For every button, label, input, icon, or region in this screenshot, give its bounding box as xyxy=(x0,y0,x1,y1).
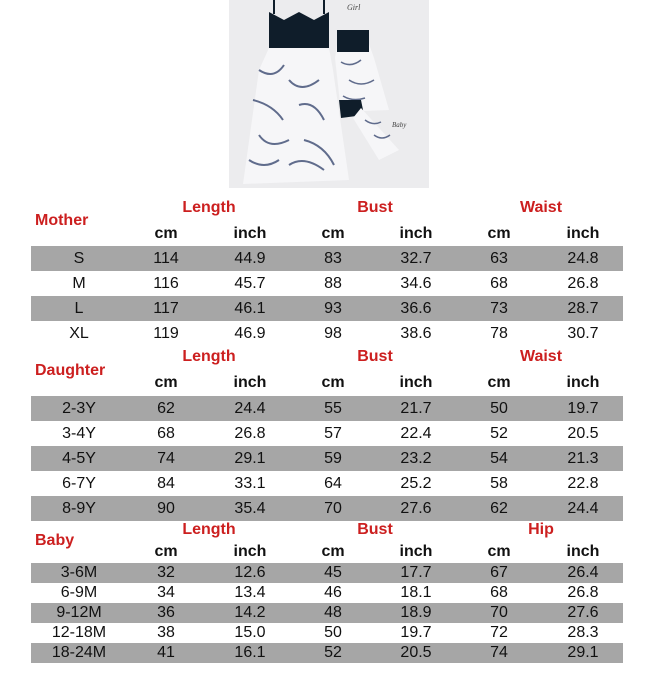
value-cell: 27.6 xyxy=(400,500,432,517)
value-cell: 34 xyxy=(157,584,175,601)
value-cell: 68 xyxy=(157,425,175,442)
table-row xyxy=(31,471,623,496)
value-cell: 18.1 xyxy=(400,584,432,601)
value-cell: 32 xyxy=(157,564,175,581)
table-row xyxy=(31,643,623,663)
size-cell: 2-3Y xyxy=(62,400,96,417)
size-cell: 8-9Y xyxy=(62,500,96,517)
value-cell: 90 xyxy=(157,500,175,517)
value-cell: 28.7 xyxy=(567,300,599,317)
value-cell: 19.7 xyxy=(400,624,432,641)
value-cell: 38.6 xyxy=(400,325,432,342)
table-row xyxy=(31,421,623,446)
mother-rows xyxy=(31,246,623,346)
group-title-baby: Baby xyxy=(35,532,75,549)
value-cell: 64 xyxy=(324,475,342,492)
baby-size-table xyxy=(31,520,623,663)
value-cell: 52 xyxy=(324,644,342,661)
size-cell: 3-6M xyxy=(60,564,98,581)
value-cell: 68 xyxy=(490,275,508,292)
value-cell: 33.1 xyxy=(234,475,266,492)
metric-header: Waist xyxy=(519,199,563,216)
unit-header: cm xyxy=(154,225,178,242)
unit-header: cm xyxy=(321,374,345,391)
table-row xyxy=(31,296,623,321)
value-cell: 55 xyxy=(324,400,342,417)
metric-header: Length xyxy=(182,521,236,538)
dress-illustration-icon xyxy=(229,0,429,188)
value-cell: 78 xyxy=(490,325,508,342)
table-row xyxy=(31,563,623,583)
value-cell: 50 xyxy=(324,624,342,641)
size-cell: L xyxy=(74,300,84,317)
table-row xyxy=(31,603,623,623)
size-cell: 18-24M xyxy=(51,644,107,661)
size-cell: M xyxy=(72,275,86,292)
value-cell: 21.3 xyxy=(567,450,599,467)
value-cell: 117 xyxy=(153,300,179,317)
unit-header: inch xyxy=(233,543,267,560)
value-cell: 54 xyxy=(490,450,508,467)
value-cell: 18.9 xyxy=(400,604,432,621)
unit-header: inch xyxy=(566,543,600,560)
value-cell: 63 xyxy=(490,250,508,267)
value-cell: 45 xyxy=(324,564,342,581)
size-cell: S xyxy=(73,250,85,267)
size-cell: 6-7Y xyxy=(62,475,96,492)
unit-header: cm xyxy=(154,374,178,391)
size-cell: 4-5Y xyxy=(62,450,96,467)
daughter-rows xyxy=(31,396,623,521)
value-cell: 62 xyxy=(157,400,175,417)
metric-header: Length xyxy=(182,199,236,216)
value-cell: 14.2 xyxy=(234,604,266,621)
value-cell: 26.8 xyxy=(567,275,599,292)
value-cell: 29.1 xyxy=(234,450,266,467)
value-cell: 35.4 xyxy=(234,500,266,517)
value-cell: 12.6 xyxy=(234,564,266,581)
value-cell: 50 xyxy=(490,400,508,417)
value-cell: 27.6 xyxy=(567,604,599,621)
group-title-mother: Mother xyxy=(35,212,89,229)
table-row xyxy=(31,496,623,521)
value-cell: 74 xyxy=(490,644,508,661)
size-cell: 9-12M xyxy=(56,604,102,621)
product-photo xyxy=(229,0,429,188)
value-cell: 114 xyxy=(153,250,179,267)
table-row xyxy=(31,271,623,296)
value-cell: 46.1 xyxy=(234,300,266,317)
value-cell: 24.4 xyxy=(567,500,599,517)
value-cell: 26.4 xyxy=(567,564,599,581)
unit-header: cm xyxy=(321,225,345,242)
value-cell: 28.3 xyxy=(567,624,599,641)
metric-header: Hip xyxy=(528,521,554,538)
value-cell: 88 xyxy=(324,275,342,292)
table-row xyxy=(31,246,623,271)
table-row xyxy=(31,321,623,346)
value-cell: 16.1 xyxy=(234,644,266,661)
unit-header: cm xyxy=(487,374,511,391)
baby-rows xyxy=(31,563,623,663)
unit-header: inch xyxy=(399,543,433,560)
value-cell: 38 xyxy=(157,624,175,641)
value-cell: 26.8 xyxy=(234,425,266,442)
value-cell: 45.7 xyxy=(234,275,266,292)
size-cell: 6-9M xyxy=(60,584,98,601)
value-cell: 13.4 xyxy=(234,584,266,601)
value-cell: 116 xyxy=(153,275,179,292)
value-cell: 32.7 xyxy=(400,250,432,267)
value-cell: 17.7 xyxy=(400,564,432,581)
value-cell: 83 xyxy=(324,250,342,267)
value-cell: 67 xyxy=(490,564,508,581)
unit-header: inch xyxy=(566,225,600,242)
value-cell: 20.5 xyxy=(567,425,599,442)
mother-size-table xyxy=(31,196,623,346)
value-cell: 30.7 xyxy=(567,325,599,342)
value-cell: 62 xyxy=(490,500,508,517)
value-cell: 41 xyxy=(157,644,175,661)
unit-header: inch xyxy=(399,374,433,391)
table-row xyxy=(31,623,623,643)
size-cell: XL xyxy=(69,325,89,342)
value-cell: 57 xyxy=(324,425,342,442)
value-cell: 15.0 xyxy=(234,624,266,641)
value-cell: 26.8 xyxy=(567,584,599,601)
value-cell: 46.9 xyxy=(234,325,266,342)
unit-header: cm xyxy=(154,543,178,560)
daughter-size-table xyxy=(31,346,623,521)
svg-text:Baby: Baby xyxy=(392,121,407,129)
size-cell: 3-4Y xyxy=(62,425,96,442)
unit-header: inch xyxy=(233,374,267,391)
unit-header: inch xyxy=(233,225,267,242)
value-cell: 24.8 xyxy=(567,250,599,267)
value-cell: 52 xyxy=(490,425,508,442)
size-cell: 12-18M xyxy=(51,624,107,641)
value-cell: 22.8 xyxy=(567,475,599,492)
value-cell: 19.7 xyxy=(567,400,599,417)
value-cell: 93 xyxy=(324,300,342,317)
value-cell: 21.7 xyxy=(400,400,432,417)
table-row xyxy=(31,583,623,603)
value-cell: 36.6 xyxy=(400,300,432,317)
metric-header: Bust xyxy=(357,521,393,538)
group-title-daughter: Daughter xyxy=(35,362,106,379)
value-cell: 68 xyxy=(490,584,508,601)
metric-header: Bust xyxy=(357,199,393,216)
value-cell: 44.9 xyxy=(234,250,266,267)
value-cell: 98 xyxy=(324,325,342,342)
value-cell: 70 xyxy=(490,604,508,621)
value-cell: 25.2 xyxy=(400,475,432,492)
value-cell: 59 xyxy=(324,450,342,467)
value-cell: 72 xyxy=(490,624,508,641)
value-cell: 36 xyxy=(157,604,175,621)
metric-header: Bust xyxy=(357,348,393,365)
unit-header: inch xyxy=(566,374,600,391)
value-cell: 34.6 xyxy=(400,275,432,292)
metric-header: Length xyxy=(182,348,236,365)
table-row xyxy=(31,446,623,471)
value-cell: 20.5 xyxy=(400,644,432,661)
value-cell: 23.2 xyxy=(400,450,432,467)
value-cell: 48 xyxy=(324,604,342,621)
value-cell: 22.4 xyxy=(400,425,432,442)
unit-header: cm xyxy=(487,225,511,242)
value-cell: 58 xyxy=(490,475,508,492)
unit-header: inch xyxy=(399,225,433,242)
value-cell: 73 xyxy=(490,300,508,317)
value-cell: 46 xyxy=(324,584,342,601)
value-cell: 24.4 xyxy=(234,400,266,417)
metric-header: Waist xyxy=(519,348,563,365)
value-cell: 70 xyxy=(324,500,342,517)
unit-header: cm xyxy=(321,543,345,560)
svg-text:Girl: Girl xyxy=(347,3,361,12)
table-row xyxy=(31,396,623,421)
value-cell: 74 xyxy=(157,450,175,467)
unit-header: cm xyxy=(487,543,511,560)
value-cell: 119 xyxy=(153,325,179,342)
value-cell: 84 xyxy=(157,475,175,492)
value-cell: 29.1 xyxy=(567,644,599,661)
